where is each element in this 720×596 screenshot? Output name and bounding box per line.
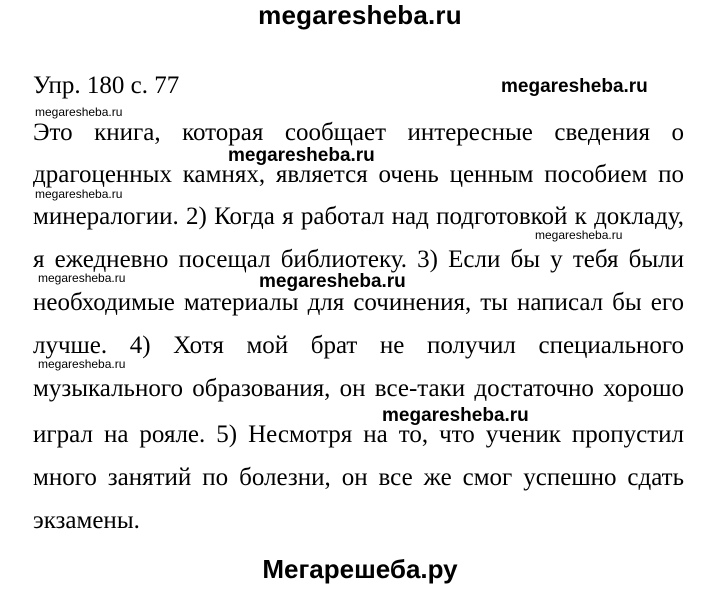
watermark-inline: megaresheba.ru — [501, 76, 648, 97]
text-line: играл на рояле. 5) Несмотря на то, что ученик пропустил — [33, 421, 684, 448]
text-line: драгоценных камнях, является очень ценным пособием по — [33, 161, 684, 188]
exercise-header: Упр. 180 с. 77 — [33, 72, 180, 99]
watermark-inline: megaresheba.ru — [38, 357, 126, 371]
watermark-inline: megaresheba.ru — [35, 105, 123, 119]
text-line: необходимые материалы для сочинения, ты написал бы его — [33, 289, 684, 316]
text-line: музыкального образования, он все-таки достаточно хорошо — [33, 375, 684, 402]
text-line: минералогии. 2) Когда я работал над подготовкой к докладу, — [33, 203, 684, 230]
text-line: много занятий по болезни, он все же смог успешно сдать — [33, 464, 684, 491]
text-line: я ежедневно посещал библиотеку. 3) Если бы у тебя были — [33, 246, 684, 273]
watermark-inline: megaresheba.ru — [228, 145, 375, 166]
text-line: лучше. 4) Хотя мой брат не получил специального — [33, 332, 684, 359]
watermark-top: megaresheba.ru — [258, 0, 462, 30]
watermark-inline: megaresheba.ru — [382, 405, 529, 426]
watermark-bottom: Мегарешеба.ру — [262, 554, 458, 584]
watermark-inline: megaresheba.ru — [259, 271, 406, 292]
watermark-inline: megaresheba.ru — [535, 228, 623, 242]
text-line: экзамены. — [33, 507, 140, 534]
text-line: Это книга, которая сообщает интересные сведения о — [33, 119, 684, 146]
watermark-inline: megaresheba.ru — [38, 271, 126, 285]
watermark-inline: megaresheba.ru — [35, 187, 123, 201]
